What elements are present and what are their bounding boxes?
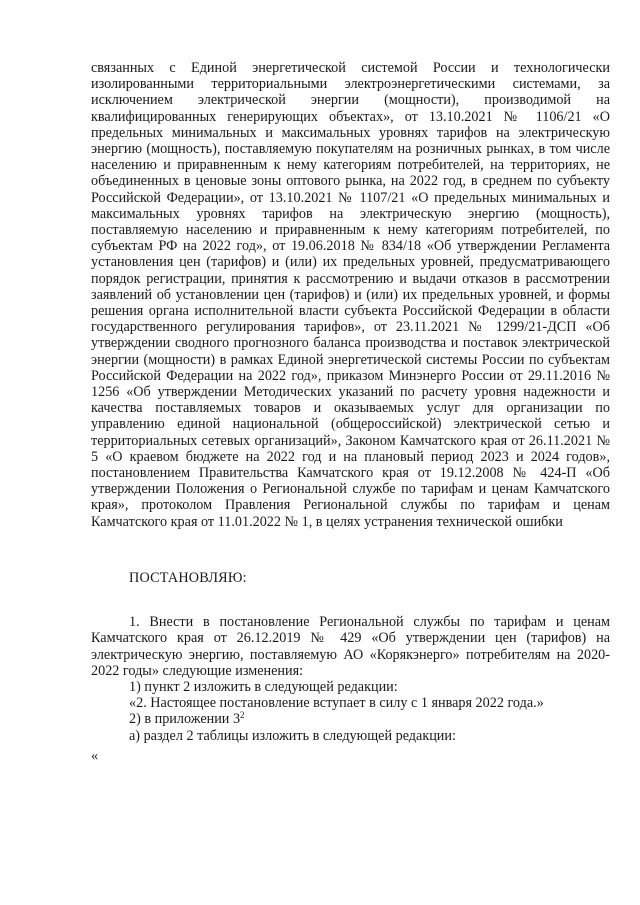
item-1-paragraph: 1. Внести в постановление Региональной службы по тарифам и ценам Камчатского края от 26.12.2019 № 429 «Об утверждении цен (тарифов) на электрическую энергию, поставляемую АО «Корякэнерго» потребителям на 2020-2022 годы» следующие изменения: <box>91 614 610 679</box>
sub-item-a: а) раздел 2 таблицы изложить в следующей редакции: <box>129 727 456 744</box>
decree-heading: ПОСТАНОВЛЯЮ: <box>129 569 247 586</box>
superscript: 2 <box>240 710 245 721</box>
sub-item-1-text: «2. Настоящее постановление вступает в силу с 1 января 2022 года.» <box>129 695 544 712</box>
open-quote: « <box>91 747 99 764</box>
sub-item-2 <box>129 711 610 727</box>
sub-item-1: 1) пункт 2 изложить в следующей редакции: <box>129 678 398 695</box>
document-page <box>91 60 610 764</box>
intro-paragraph: связанных с Единой энергетической системой России и технологически изолированными территориальными электроэнергетическими системами, за исключением электрической энергии (мощности), производимой на квалифицированных генерирующих объектах», от 13.10.2021 № 1106/21 «О предельных минимальных и максимальных уровнях тарифов на электрическую энергию (мощность), поставляемую покупателям на розничных рынках, в том числе населению и приравненным к нему категориям потребителей, на территориях, не объединенных в ценовые зоны оптового рынка, на 2022 год, в среднем по субъекту Российской Федерации», от 13.10.2021 № 1107/21 «О предельных минимальных и максимальных уровнях тарифов на электрическую энергию (мощность), поставляемую населению и приравненным к нему категориям потребителей, по субъектам РФ на 2022 год», от 19.06.2018 № 834/18 «Об утверждении Регламента установления цен (тарифов) и (или) их предельных уровней, предусматривающего порядок регистрации, принятия к рассмотрению и выдачи отказов в рассмотрении заявлений об установлении цен (тарифов) и (или) их предельных уровней, и формы решения органа исполнительной власти субъекта Российской Федерации в области государственного регулирования тарифов», от 23.11.2021 № 1299/21-ДСП «Об утверждении сводного прогнозного баланса производства и поставок электрической энергии (мощности) в рамках Единой энергетической системы России по субъектам Российской Федерации на 2022 год», приказом Минэнерго России от 29.11.2016 № 1256 «Об утверждении Методических указаний по расчету уровня надежности и качества поставляемых товаров и оказываемых услуг для организации по управлению единой национальной (общероссийской) электрической сетью и территориальных сетевых организаций», Законом Камчатского края от 26.11.2021 № 5 «О краевом бюджете на 2022 год и на плановый период 2023 и 2024 годов», постановлением Правительства Камчатского края от 19.12.2008 № 424-П «Об утверждении Положения о Региональной службе по тарифам и ценам Камчатского края», протоколом Правления Региональной службы по тарифам и ценам Камчатского края от 11.01.2022 № 1, в целях устранения технической ошибки <box>91 60 610 530</box>
sub-item-2-text: 2) в приложении 3 <box>129 711 241 728</box>
